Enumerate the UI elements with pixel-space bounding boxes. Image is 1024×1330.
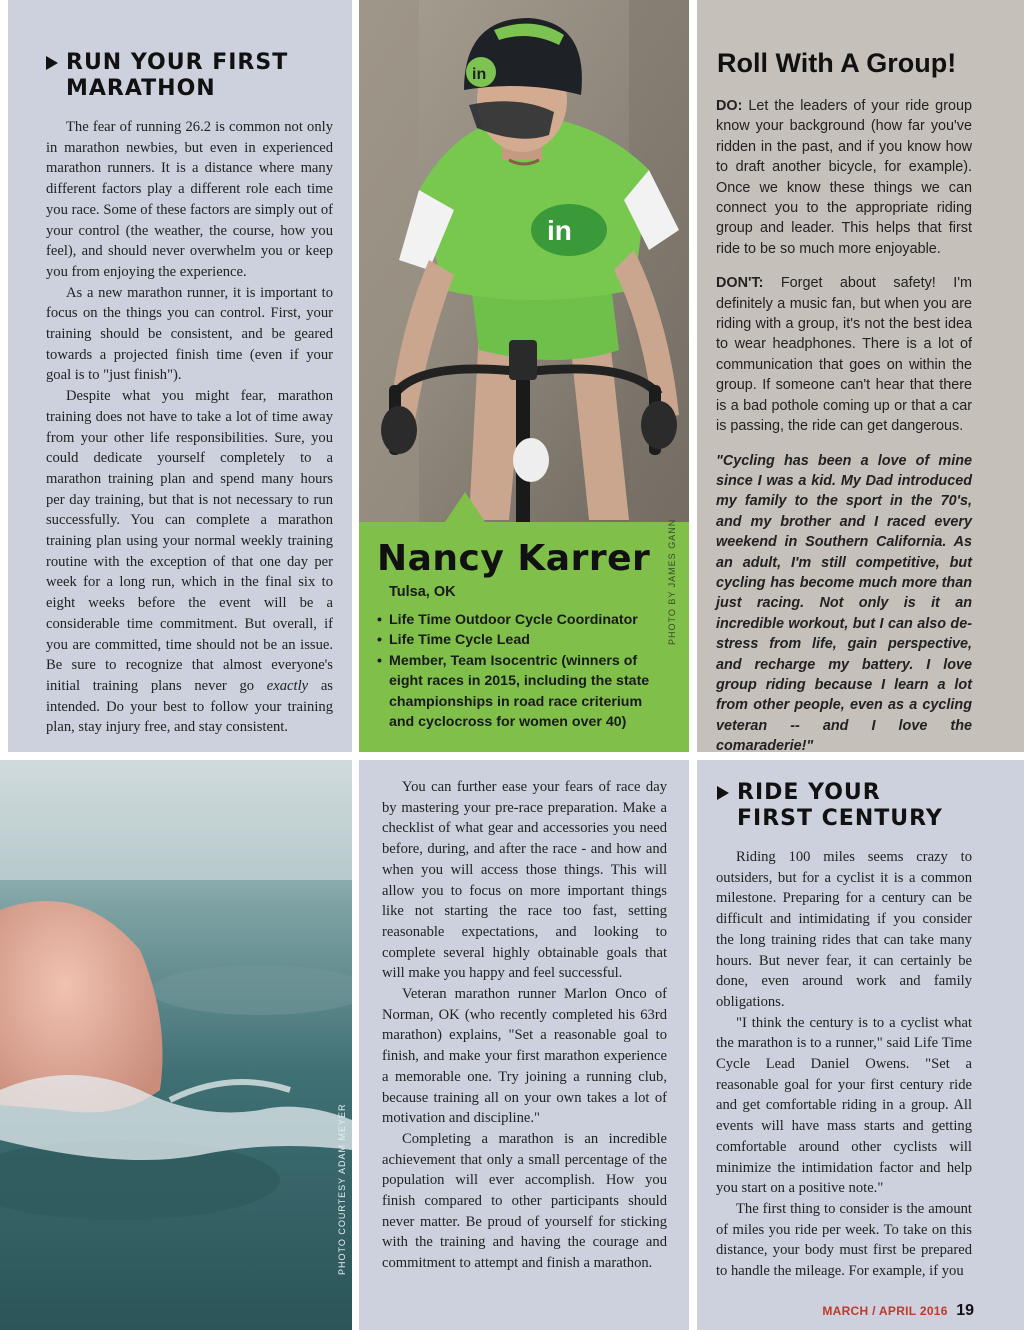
run-paragraph: The fear of running 26.2 is common not only in marathon newbies, but even in experienced marathon runners. It is a distance where many different factors play a different role each time you race. Some of these factors are simply out of your control (the weather, the course, how you feel), and should never overwhelm you or keep you from enjoying the experience.	[46, 119, 333, 280]
profile-box	[359, 518, 689, 752]
run-body	[46, 117, 333, 738]
roll-heading: Roll With A Group!	[717, 48, 957, 78]
dont-paragraph: DON'T: Forget about safety! I'm definitely a music fan, but when you are riding with a group, it's not the best idea to wear headphones. There is a lot of communication that goes on within the group. If someone can't hear that there is a bad pothole coming up or that a car is passing, the ride can get dangerous.	[716, 275, 972, 435]
pull-quote: "Cycling has been a love of mine since I was a kid. My Dad introduced my family to the sport in the 70's, and my brother and I raced every weekend in Southern California. As an adult, I'm still competitive, but cycling has become much more than just racing. Not only is it an incredible workout, but I can also de-stress from life, gain perspective, and recharge my battery. I love group riding because I learn a lot from other people, even as a cycling veteran -- and I love the comaraderie!"	[716, 452, 972, 755]
century-paragraph: Riding 100 miles seems crazy to outsiders, but for a cyclist it is a common milestone. Preparing for a century can be difficult and intimidating if you consider the long training rides that can take many hours. But never fear, it can certainly be done, even around work and family obligations.	[716, 849, 972, 1010]
issue-label: MARCH / APRIL 2016	[822, 1304, 948, 1318]
cyclist-illustration	[359, 0, 689, 522]
roll-group-panel	[697, 0, 1024, 755]
swimmer-illustration	[0, 760, 352, 1330]
profile-name: Nancy Karrer	[377, 538, 651, 579]
callout-pointer	[445, 492, 485, 522]
century-heading: RIDE YOUR FIRST CENTURY	[717, 780, 943, 832]
century-panel	[697, 760, 1024, 1330]
page-footer	[822, 1302, 974, 1320]
marathon-continued-panel	[359, 760, 689, 1330]
mid-paragraph: Completing a marathon is an incredible achievement that only a small percentage of the population will ever accomplish. How you finish compared to other participants should never matter. Be proud of yourself for sticking with the training and having the courage and commitment to attempt and finish a marathon.	[382, 1130, 667, 1272]
arrow-bullet-icon	[46, 56, 58, 70]
profile-bullet: • Member, Team Isocentric (winners of eight races in 2015, including the state championships in road race criterium and cyclocross for women over 40)	[377, 652, 650, 731]
do-paragraph: DO: Let the leaders of your ride group know your background (how far you've ridden in the past, and if you know how to draft another bicycle, for example). Once we know these things we can connect you to the appropriate riding group and leader. This helps that first ride to be so much more enjoyable.	[716, 98, 972, 257]
century-paragraph: "I think the century is to a cyclist what the marathon is to a runner," said Life Time Cycle Lead Daniel Owens. "Set a reasonable goal for your first century ride and get comfortable riding in a group. All events will have mass starts and getting comfortable around other cyclists will minimize the intimidation factor and help you start on a positive note."	[716, 1014, 972, 1197]
helmet-logo: in	[472, 66, 487, 83]
run-paragraph: Despite what you might fear, marathon training does not have to take a lot of time away from your other life responsibilities. Sure, you could dedicate yourself completely to a marathon training plan and spend many hours per day training, but that is not necessary to run successfully. You can complete a marathon training plan using your normal weekly training routine with the exception of that one day per week for a long run, which in the final six to eight weeks before the event will be a considerable time commitment. But overall, if you are committed, time should not be an issue. Be sure to recognize that almost everyone's initial training plans never go exactly as intended. Do your best to follow your training plan, stay injury free, and stay consistent.	[46, 388, 333, 736]
photo-credit-swimmer: PHOTO COURTESY ADAM MEYER	[337, 1103, 347, 1275]
run-marathon-panel	[8, 0, 352, 752]
mid-paragraph: Veteran marathon runner Marlon Onco of Norman, OK (who recently completed his 63rd marathon) explains, "Set a reasonable goal to finish, and make your first marathon experience a memorable one. Try joining a running club, because training all on your own takes a lot of motivation and discipline."	[382, 986, 667, 1127]
profile-bullet: • Life Time Outdoor Cycle Coordinator	[377, 612, 638, 628]
arrow-bullet-icon	[717, 786, 729, 800]
profile-bullet: • Life Time Cycle Lead	[377, 632, 530, 649]
profile-location: Tulsa, OK	[389, 584, 456, 600]
run-paragraph: As a new marathon runner, it is important to focus on the things you can control. First, your training should be consistent, and be geared towards a projected finish time (even if your goal is to "just finish").	[46, 284, 333, 384]
profile-bullets	[377, 610, 667, 732]
photo-credit-cyclist: PHOTO BY JAMES GANN	[667, 518, 677, 645]
page-number: 19	[956, 1302, 974, 1319]
roll-body	[716, 96, 972, 771]
mid-body	[382, 777, 667, 1274]
century-body	[716, 847, 972, 1282]
run-heading: RUN YOUR FIRST MARATHON	[46, 50, 288, 102]
mid-paragraph: You can further ease your fears of race day by mastering your pre-race preparation. Make a checklist of what gear and accessories you need before, during, and after the race - and how and when you will access those things. This will allow you to focus on more important things like not starting the race too fast, setting reasonable expectations, and looking to complete several highly obtainable goals that will make you happy and feel successful.	[382, 779, 667, 982]
cyclist-photo	[359, 0, 689, 522]
century-paragraph: The first thing to consider is the amount of miles you ride per week. To take on this distance, your body must first be prepared to handle the mileage. For example, if you	[716, 1200, 972, 1280]
swim-photo	[0, 760, 352, 1330]
jersey-logo: in	[547, 215, 572, 246]
